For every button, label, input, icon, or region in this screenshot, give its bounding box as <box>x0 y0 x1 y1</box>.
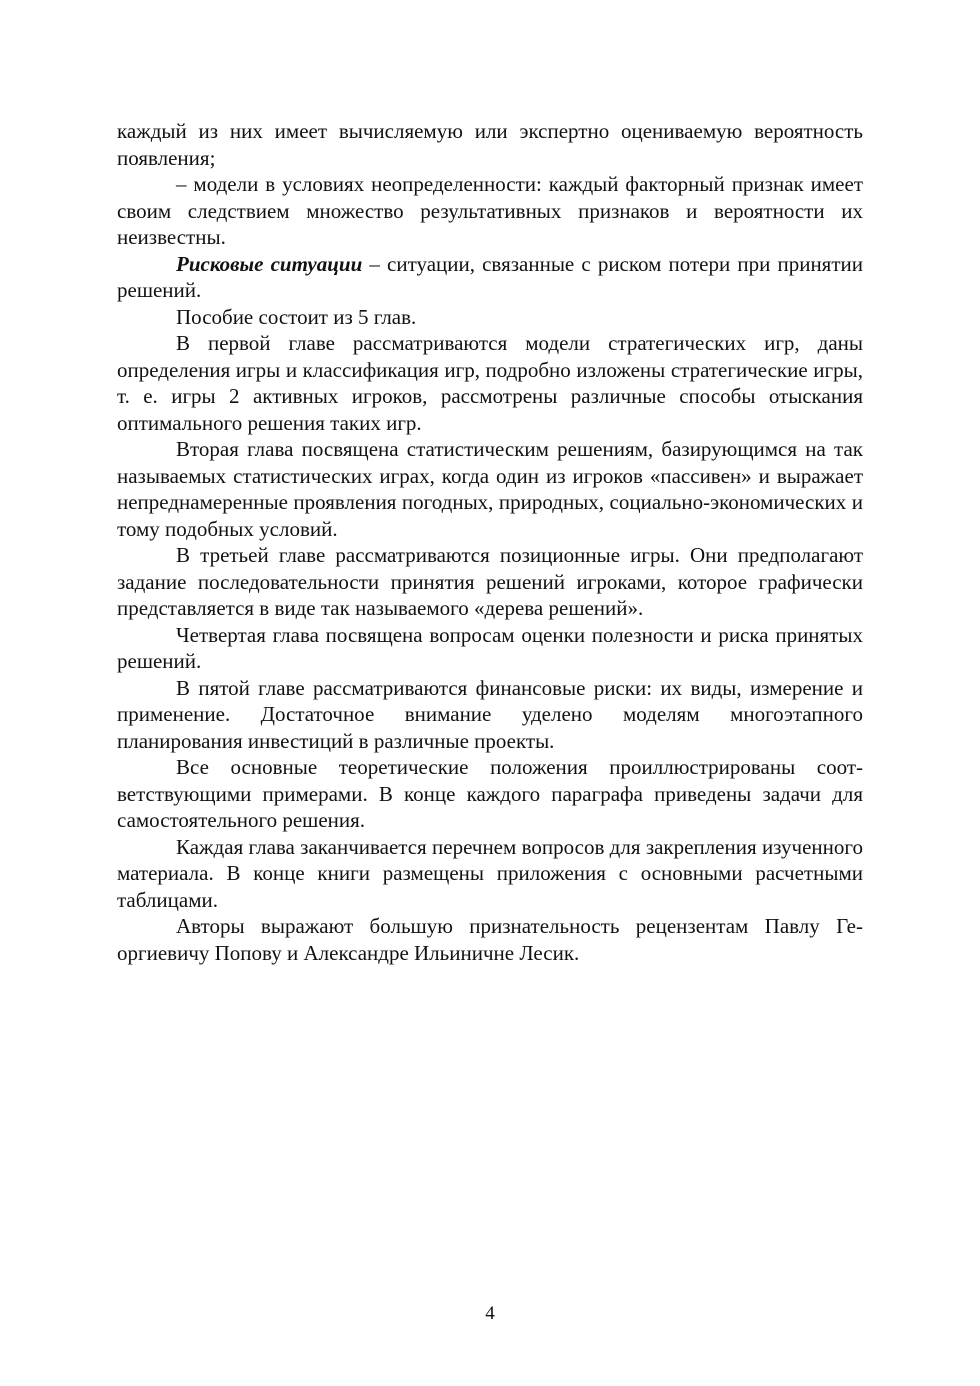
paragraph-2: – модели в условиях неопределенности: каждый факторный признак имеет своим следствием множество результативных признаков и вероятности их неизвестны. <box>117 172 863 249</box>
paragraph-9: В пятой главе рассматриваются финансовые риски: их виды, измерение и применение. Достаточное внимание уделено моделям многоэтапного планирования инвестиций в различные проекты. <box>117 675 863 753</box>
paragraph-7: В третьей главе рассматриваются позиционные игры. Они предполагают задание последовательности принятия решений игроками, которое графически представляется в виде так называемого «дерева решений». <box>117 543 863 620</box>
term-risk-situations: Рисковые ситуации <box>176 251 363 276</box>
paragraph-3 <box>117 251 863 304</box>
paragraph-5: В первой главе рассматриваются модели стратегических игр, даны определения игры и классификация игр, подробно изложены стратегические игры, т. е. игры 2 активных игроков, рассмотрены различные способы отыскания оптимального решения таких игр. <box>117 331 863 435</box>
paragraph-12: Авторы выражают большую признательность рецензентам Павлу Георгиевичу Попову и Александре Ильиничне Лесик. <box>117 914 863 965</box>
term-definition: – ситуации, связанные с риском потери при принятии решений. <box>117 251 863 302</box>
paragraph-1: каждый из них имеет вычисляемую или экспертно оцениваемую вероятность появления; <box>117 119 863 170</box>
paragraph-11: Каждая глава заканчивается перечнем вопросов для закрепления изученного материала. В конце книги размещены приложения с основными расчетными таблицами. <box>117 834 863 912</box>
page-number: 4 <box>485 1303 495 1324</box>
paragraph-4: Пособие состоит из 5 глав. <box>176 304 417 329</box>
paragraph-6: Вторая глава посвящена статистическим решениям, базирующимся на так называемых статистических играх, когда один из игроков «пассивен» и выражает непреднамеренные проявления погодных, природных, социально-экономических и тому подобных условий. <box>117 437 863 541</box>
paragraph-8: Четвертая глава посвящена вопросам оценки полезности и риска принятых решений. <box>117 622 863 673</box>
page-body <box>117 118 863 966</box>
paragraph-10: Все основные теоретические положения проиллюстрированы соответствующими примерами. В конце каждого параграфа приведены задачи для самостоятельного решения. <box>117 755 863 832</box>
